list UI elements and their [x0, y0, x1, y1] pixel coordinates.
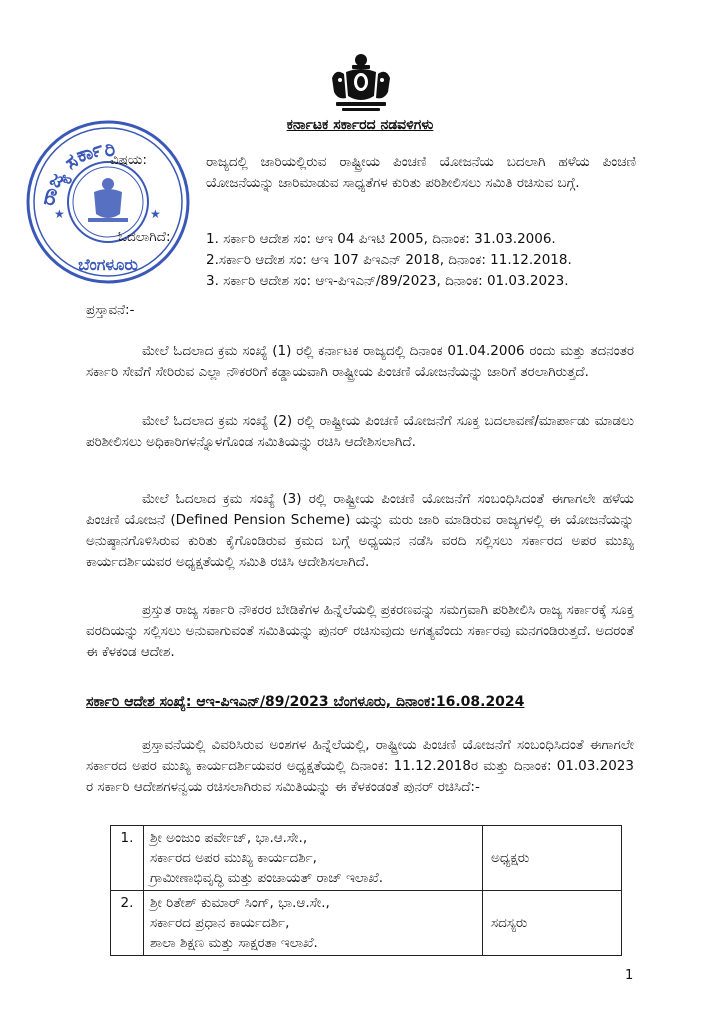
reference-item: 1. ಸರ್ಕಾರಿ ಆದೇಶ ಸಂ: ಆಇ 04 ಪಿಇಟಿ 2005, ದಿನಾಂಕ: 31.03.2006. — [206, 231, 556, 247]
reference-item: 3. ಸರ್ಕಾರಿ ಆದೇಶ ಸಂ: ಆಇ-ಪಿಇಎನ್/89/2023, ದಿನಾಂಕ: 01.03.2023. — [206, 273, 569, 289]
member-number: 2. — [111, 891, 144, 956]
page-number: 1 — [625, 968, 634, 983]
seal-bottom-text: ಬೆಂಗಳೂರು — [78, 255, 138, 274]
preamble-paragraph: ಮೇಲೆ ಓದಲಾದ ಕ್ರಮ ಸಂಖ್ಯೆ (3) ರಲ್ಲಿ ರಾಷ್ಟ್ರೀಯ ಪಿಂಚಣಿ ಯೋಜನೆಗೆ ಸಂಬಂಧಿಸಿದಂತೆ ಈಗಾಗಲೇ ಹಳೆಯ ಪಿಂಚಣಿ ಯೋಜನೆ (Defined Pension Scheme) ಯನ್ನು ಮರು ಜಾರಿ ಮಾಡಿರುವ ರಾಜ್ಯಗಳಲ್ಲಿ ಈ ಯೋಜನೆಯನ್ನು ಅನುಷ್ಠಾನಗೊಳಿಸಿರುವ ಕುರಿತು ಕೈಗೊಂಡಿರುವ ಕ್ರಮದ ಬಗ್ಗೆ ಅಧ್ಯಯನ ನಡೆಸಿ ವರದಿ ಸಲ್ಲಿಸಲು ಸರ್ಕಾರದ ಅಪರ ಮುಖ್ಯ ಕಾರ್ಯದರ್ಶಿಯವರ ಅಧ್ಯಕ್ಷತೆಯಲ್ಲಿ ಸಮಿತಿ ರಚಿಸಿ ಆದೇಶಿಸಲಾಗಿದೆ. — [86, 491, 634, 570]
preamble-paragraph: ಮೇಲೆ ಓದಲಾದ ಕ್ರಮ ಸಂಖ್ಯೆ (2) ರಲ್ಲಿ ರಾಷ್ಟ್ರೀಯ ಪಿಂಚಣಿ ಯೋಜನೆಗೆ ಸೂಕ್ತ ಬದಲಾವಣೆ/ಮಾರ್ಪಾಡು ಮಾಡಲು ಪರಿಶೀಲಿಸಲು ಅಧಿಕಾರಿಗಳನ್ನೊಳಗೊಂಡ ಸಮಿತಿಯನ್ನು ರಚಿಸಿ ಆದೇಶಿಸಲಾಗಿದೆ. — [86, 413, 634, 450]
references-list — [206, 229, 572, 292]
member-number: 1. — [111, 826, 144, 891]
member-role: ಅಧ್ಯಕ್ಷರು — [483, 826, 622, 891]
member-details: ಶ್ರೀ ರಿತೇಶ್ ಕುಮಾರ್ ಸಿಂಗ್, ಭಾ.ಆ.ಸೇ., ಸರ್ಕಾರದ ಪ್ರಧಾನ ಕಾರ್ಯದರ್ಶಿ, ಶಾಲಾ ಶಿಕ್ಷಣ ಮತ್ತು ಸಾಕ್ಷರತಾ ಇಲಾಖೆ. — [144, 891, 483, 956]
committee-members-table — [110, 825, 622, 956]
subject-label: ವಿಷಯ: — [110, 152, 147, 168]
subject-text: ರಾಜ್ಯದಲ್ಲಿ ಜಾರಿಯಲ್ಲಿರುವ ರಾಷ್ಟ್ರೀಯ ಪಿಂಚಣಿ ಯೋಜನೆಯ ಬದಲಾಗಿ ಹಳೆಯ ಪಿಂಚಣಿ ಯೋಜನೆಯನ್ನು ಜಾರಿಮಾಡುವ ಸಾಧ್ಯತೆಗಳ ಕುರಿತು ಪರಿಶೀಲಿಸಲು ಸಮಿತಿ ರಚಿಸುವ ಬಗ್ಗೆ. — [206, 154, 636, 191]
preamble-label: ಪ್ರಸ್ತಾವನೆ:- — [86, 302, 135, 318]
government-seal-stamp-icon — [24, 118, 192, 286]
state-emblem-icon — [328, 52, 394, 114]
table-row — [111, 826, 622, 891]
references-label: ಓದಲಾಗಿದೆ: — [118, 229, 171, 245]
preamble-paragraph: ಪ್ರಸ್ತುತ ರಾಜ್ಯ ಸರ್ಕಾರಿ ನೌಕರರ ಬೇಡಿಕೆಗಳ ಹಿನ್ನೆಲೆಯಲ್ಲಿ ಪ್ರಕರಣವನ್ನು ಸಮಗ್ರವಾಗಿ ಪರಿಶೀಲಿಸಿ ರಾಜ್ಯ ಸರ್ಕಾರಕ್ಕೆ ಸೂಕ್ತ ವರದಿಯನ್ನು ಸಲ್ಲಿಸಲು ಅನುವಾಗುವಂತೆ ಸಮಿತಿಯನ್ನು ಪುನರ್ ರಚಿಸುವುದು ಅಗತ್ಯವೆಂದು ಸರ್ಕಾರವು ಮನಗಂಡಿರುತ್ತದೆ. ಅದರಂತೆ ಈ ಕೆಳಕಂಡ ಆದೇಶ. — [86, 602, 634, 660]
document-heading: ಕರ್ನಾಟಕ ಸರ್ಕಾರದ ನಡವಳಿಗಳು — [286, 117, 434, 133]
seal-top-text: ರಾಜ್ಯ ಸರ್ಕಾರಿ — [34, 136, 116, 208]
preamble-paragraph: ಮೇಲೆ ಓದಲಾದ ಕ್ರಮ ಸಂಖ್ಯೆ (1) ರಲ್ಲಿ ಕರ್ನಾಟಕ ರಾಜ್ಯದಲ್ಲಿ ದಿನಾಂಕ 01.04.2006 ರಂದು ಮತ್ತು ತದನಂತರ ಸರ್ಕಾರಿ ಸೇವೆಗೆ ಸೇರಿರುವ ಎಲ್ಲಾ ನೌಕರರಿಗೆ ಕಡ್ಡಾಯವಾಗಿ ರಾಷ್ಟ್ರೀಯ ಪಿಂಚಣಿ ಯೋಜನೆಯನ್ನು ಜಾರಿಗೆ ತರಲಾಗಿರುತ್ತದೆ. — [86, 343, 634, 380]
reference-item: 2.ಸರ್ಕಾರಿ ಆದೇಶ ಸಂ: ಆಇ 107 ಪಿಇಎನ್ 2018, ದಿನಾಂಕ: 11.12.2018. — [206, 252, 572, 268]
member-role: ಸದಸ್ಯರು — [483, 891, 622, 956]
order-paragraph: ಪ್ರಸ್ತಾವನೆಯಲ್ಲಿ ವಿವರಿಸಿರುವ ಅಂಶಗಳ ಹಿನ್ನೆಲೆಯಲ್ಲಿ, ರಾಷ್ಟ್ರೀಯ ಪಿಂಚಣಿ ಯೋಜನೆಗೆ ಸಂಬಂಧಿಸಿದಂತೆ ಈಗಾಗಲೇ ಸರ್ಕಾರದ ಅಪರ ಮುಖ್ಯ ಕಾರ್ಯದರ್ಶಿಯವರ ಅಧ್ಯಕ್ಷತೆಯಲ್ಲಿ ದಿನಾಂಕ: 11.12.2018ರ ಮತ್ತು ದಿನಾಂಕ: 01.03.2023 ರ ಸರ್ಕಾರಿ ಆದೇಶಗಳನ್ವಯ ರಚಿಸಲಾಗಿರುವ ಸಮಿತಿಯನ್ನು ಈ ಕೆಳಕಂಡಂತೆ ಪುನರ್ ರಚಿಸಿದೆ:- — [86, 737, 634, 795]
svg-text:★: ★ — [150, 207, 161, 221]
member-details: ಶ್ರೀ ಅಂಜುಂ ಪರ್ವೇಜ್, ಭಾ.ಆ.ಸೇ., ಸರ್ಕಾರದ ಅಪರ ಮುಖ್ಯ ಕಾರ್ಯದರ್ಶಿ, ಗ್ರಾಮೀಣಾಭಿವೃದ್ಧಿ ಮತ್ತು ಪಂಚಾಯತ್ ರಾಜ್ ಇಲಾಖೆ. — [144, 826, 483, 891]
table-row — [111, 891, 622, 956]
order-heading: ಸರ್ಕಾರಿ ಆದೇಶ ಸಂಖ್ಯೆ: ಆಇ-ಪಿಇಎನ್/89/2023 ಬೆಂಗಳೂರು, ದಿನಾಂಕ:16.08.2024 — [86, 694, 525, 710]
svg-text:★: ★ — [54, 207, 65, 221]
